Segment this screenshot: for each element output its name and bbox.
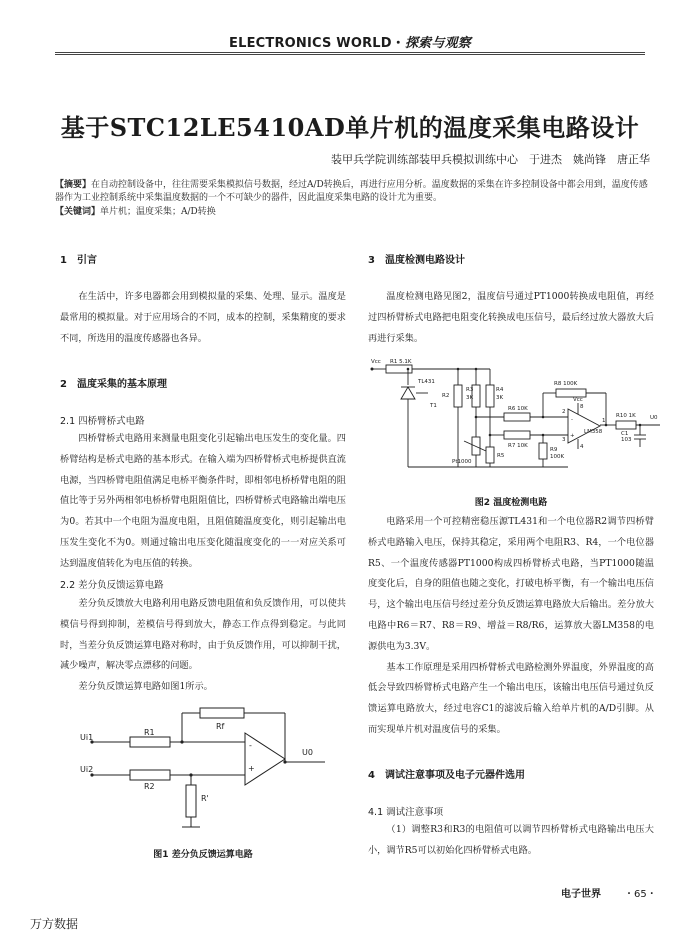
label-pt1000: Pt1000	[452, 459, 472, 465]
paragraph: 温度检测电路见图2，温度信号通过PT1000转换成电阻值，再经过四桥臂桥式电路把电阻变化转换成电压信号，最后经过放大器放大后再进行采集。	[368, 291, 654, 344]
junction	[457, 368, 460, 371]
junction	[283, 760, 286, 763]
running-header	[0, 32, 700, 51]
section-2-2-body	[60, 594, 346, 698]
label-lm358: LM358	[584, 429, 603, 435]
header-rule-2	[55, 54, 645, 55]
label-r7: R7 10K	[508, 443, 528, 449]
label-r1: R1	[144, 728, 155, 737]
figure-1-caption: 图1 差分负反馈运算电路	[153, 850, 253, 860]
header-rule	[55, 52, 645, 53]
label-u0: U0	[302, 748, 313, 757]
resistor-r6	[504, 413, 530, 421]
label-r6: R6 10K	[508, 406, 528, 412]
figure-2-circuit	[368, 355, 663, 480]
junction	[407, 368, 410, 371]
label-r9-value: 100K	[550, 454, 565, 460]
label-rf: Rf	[216, 722, 225, 731]
section-2-2-title: 2.2 差分负反馈运算电路	[60, 580, 164, 591]
label-r1: R1 5.1K	[390, 359, 412, 365]
label-u0: U0	[650, 415, 658, 421]
junction	[189, 773, 192, 776]
label-ui2: Ui2	[80, 765, 94, 774]
paragraph: 在生活中，许多电器都会用到模拟量的采集、处理、显示。温度是最常用的模拟量。对于应用场合的不同，成本的控制，采集精度的要求不同，所选用的温度传感器也各异。	[60, 291, 346, 344]
resistor-r9	[539, 443, 547, 459]
watermark: 万方数据	[30, 917, 79, 931]
label-r3: R3	[466, 387, 474, 393]
section-2-1-title: 2.1 四桥臂桥式电路	[60, 416, 145, 427]
resistor-r10	[616, 421, 636, 429]
label-vcc2: Vcc	[573, 397, 583, 403]
resistor-r1	[130, 737, 170, 747]
label-ui1: Ui1	[80, 733, 94, 742]
label-plus: +	[248, 764, 255, 773]
section-3-title: 3 温度检测电路设计	[368, 255, 465, 266]
wire	[464, 441, 486, 451]
label-r9: R9	[550, 447, 558, 453]
label-r4: R4	[496, 387, 504, 393]
resistor-r5	[486, 447, 494, 463]
section-2-title: 2 温度采集的基本原理	[60, 379, 167, 390]
junction	[542, 416, 545, 419]
paragraph: 差分负反馈运算电路如图1所示。	[78, 681, 213, 693]
label-t1: T1	[430, 403, 437, 409]
keywords-text: 单片机；温度采集；A/D转换	[100, 207, 216, 217]
junction	[180, 740, 183, 743]
pin-4: 4	[580, 444, 584, 450]
page-number: ・65・	[624, 889, 657, 900]
label-c1-value: 103	[621, 437, 632, 443]
terminal	[371, 368, 374, 371]
resistor-r7	[504, 431, 530, 439]
junction	[639, 424, 642, 427]
junction	[542, 434, 545, 437]
abstract	[55, 179, 653, 205]
pin-2: 2	[562, 409, 566, 415]
keywords	[55, 206, 653, 219]
junction	[475, 368, 478, 371]
junction	[605, 424, 608, 427]
label-r2: R2	[144, 782, 155, 791]
article-title: 基于STC12LE5410AD单片机的温度采集电路设计	[60, 113, 640, 142]
figure-1-circuit	[80, 705, 340, 840]
header-separator: ・	[391, 36, 405, 51]
paragraph: 电路采用一个可控精密稳压源TL431和一个电位器R2调节四桥臂桥式电路输入电压，保持其稳定，采用两个电阻R3、R4，一个电位器R5、一个温度传感器PT1000构成四桥臂桥式电路，当PT1000随温度变化后，自身的阻值也随之变化，打破电桥平衡，有一个输出电压信号，这个输出电压信号经过差分负反馈运算电路放大后输出。差分放大电路中R6＝R7、R8＝R9、增益＝R8/R6，运算放大器LM358的电源供电为3.3V。	[368, 516, 654, 652]
section-4-1-body	[368, 820, 654, 862]
paragraph: （1）调整R3和R3的电阻值可以调节四桥臂桥式电路输出电压大小，调节R5可以初始化四桥臂桥式电路。	[368, 824, 654, 856]
pin-1: 1	[602, 418, 606, 424]
label-r3-value: 3K	[466, 395, 474, 401]
tl431-diode	[401, 387, 415, 399]
section-4-title: 4 调试注意事项及电子元器件选用	[368, 770, 525, 781]
section-3-body-a	[368, 287, 654, 349]
op-minus: -	[571, 417, 573, 423]
paragraph: 差分负反馈放大电路利用电路反馈电阻值和负反馈作用，可以使共模信号得到抑制，差模信号得到放大，静态工作点得到稳定。与此同时，当差分负反馈运算电路对称时，由于负反馈作用，可以抑制干扰，减少噪声，解决零点漂移的问题。	[60, 598, 346, 672]
author-line: 装甲兵学院训练部装甲兵模拟训练中心 于进杰 姚尚锋 唐正华	[331, 153, 650, 166]
resistor-rp	[186, 785, 196, 817]
pin-8: 8	[580, 404, 584, 410]
section-1-body	[60, 287, 346, 349]
resistor-rf	[200, 708, 244, 718]
label-c1: C1	[621, 431, 629, 437]
journal-name: ELECTRONICS WORLD	[229, 36, 392, 51]
resistor-r4	[486, 385, 494, 407]
paragraph: 基本工作原理是采用四桥臂桥式电路检测外界温度，外界温度的高低会导致四桥臂桥式电路产生一个输出电压，该输出电压信号通过负反馈运算电路放大，经过电容C1的滤波后输入给单片机的A/D引脚。从而实现单片机对温度信号的采集。	[368, 661, 654, 735]
label-vcc: Vcc	[371, 359, 381, 365]
figure-2-caption: 图2 温度检测电路	[474, 498, 548, 508]
resistor-r2	[130, 770, 170, 780]
section-2-1-body	[60, 429, 346, 575]
junction	[475, 416, 478, 419]
op-plus: +	[570, 433, 575, 439]
keywords-label: 【关键词】	[55, 207, 101, 217]
section-3-body-b	[368, 512, 654, 741]
label-r8: R8 100K	[554, 381, 578, 387]
label-rp: R'	[201, 794, 209, 803]
label-r5: R5	[497, 453, 505, 459]
paragraph: 四桥臂桥式电路用来测量电阻变化引起输出电压发生的变化量。四桥臂结构是桥式电路的基本形式。在输入端为四桥臂桥式电桥提供直流电源，当四桥臂电阻值满足电桥平衡条件时，即相邻电桥桥臂电阻的阻值比等于另外两相邻电桥桥臂电阻阻值比，四桥臂桥式电路输出端电压为0。若其中一个电阻为温度电阻，且阻值随温度变化，则引起输出电压发生变化不为0。则通过输出电压变化随温度变化的一一对应关系可达到温度值转化为电压值的转换。	[60, 433, 346, 569]
label-minus: -	[249, 741, 252, 750]
label-tl431: TL431	[418, 379, 435, 385]
section-4-1-title: 4.1 调试注意事项	[368, 807, 444, 818]
abstract-text: 在自动控制设备中，往往需要采集模拟信号数据，经过A/D转换后，再进行应用分析。温度数据的采集在许多控制设备中都会用到，温度传感器作为工业控制系统中采集温度数据的一个不可缺少的器件，因此温度采集电路的设计尤为重要。	[55, 180, 648, 203]
label-r10: R10 1K	[616, 413, 636, 419]
junction	[489, 434, 492, 437]
resistor-r8	[556, 389, 586, 397]
abstract-label: 【摘要】	[55, 180, 92, 190]
section-1-title: 1 引言	[60, 255, 97, 266]
resistor-r2	[454, 385, 462, 407]
label-r4-value: 3K	[496, 395, 504, 401]
journal-logo: 电子世界	[561, 889, 601, 900]
column-name: 探索与观察	[404, 36, 471, 51]
label-r2: R2	[442, 393, 450, 399]
pin-3: 3	[562, 437, 566, 443]
